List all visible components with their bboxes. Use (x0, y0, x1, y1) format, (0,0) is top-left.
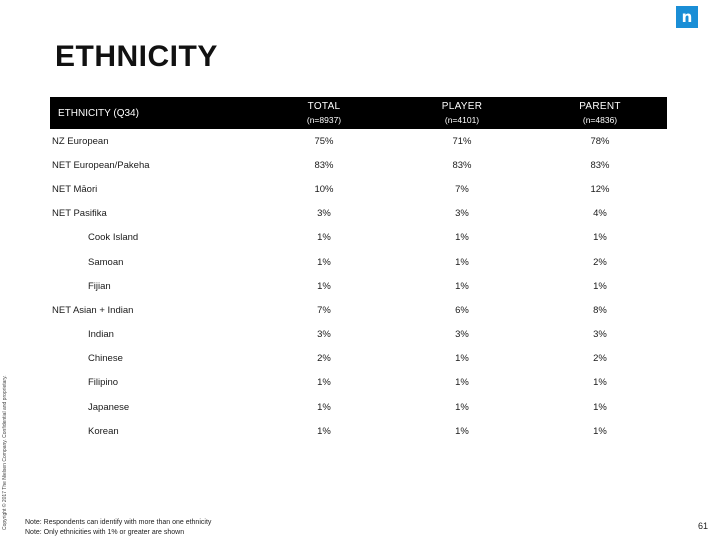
table-row (50, 250, 667, 274)
player-value: 1% (455, 256, 469, 268)
total-value: 83% (314, 159, 334, 171)
row-label: Fijian (88, 280, 111, 292)
header-player (391, 97, 533, 129)
player-value: 3% (455, 208, 469, 220)
row-label: Cook Island (88, 232, 139, 244)
total-value: 3% (317, 329, 331, 341)
parent-value: 4% (593, 208, 607, 220)
parent-value: 83% (590, 159, 610, 171)
header-total (257, 97, 391, 129)
parent-value: 12% (590, 183, 610, 195)
page-title: ETHNICITY (55, 40, 218, 73)
player-value: 83% (452, 159, 472, 171)
column-sample-size: (n=8937) (306, 115, 342, 125)
table-row (50, 323, 667, 347)
footnotes (25, 518, 211, 538)
table-header-row (50, 97, 667, 129)
total-value: 10% (314, 183, 334, 195)
parent-value: 1% (593, 232, 607, 244)
parent-value: 2% (593, 256, 607, 268)
player-value: 7% (455, 183, 469, 195)
table-row (50, 298, 667, 322)
table-row (50, 226, 667, 250)
parent-value: 2% (593, 353, 607, 365)
parent-value: 78% (590, 135, 610, 147)
total-value: 2% (317, 353, 331, 365)
player-value: 1% (455, 401, 469, 413)
ethnicity-table (50, 97, 667, 443)
parent-value: 1% (593, 425, 607, 437)
player-value: 1% (455, 280, 469, 292)
table-row (50, 395, 667, 419)
player-value: 1% (455, 353, 469, 365)
total-value: 75% (314, 135, 334, 147)
column-name: PARENT (579, 101, 621, 112)
player-value: 6% (455, 304, 469, 316)
parent-value: 3% (593, 329, 607, 341)
row-label: Chinese (88, 353, 123, 365)
row-label: Japanese (88, 401, 130, 413)
copyright-notice: Copyright © 2017 The Nielsen Company. Confidential and proprietary. (2, 375, 8, 530)
total-value: 1% (317, 256, 331, 268)
table-row (50, 153, 667, 177)
table-row (50, 202, 667, 226)
column-sample-size: (n=4101) (444, 115, 480, 125)
total-value: 1% (317, 280, 331, 292)
column-name: PLAYER (441, 101, 483, 112)
parent-value: 8% (593, 304, 607, 316)
table-row (50, 177, 667, 201)
row-label: Indian (88, 329, 114, 341)
player-value: 71% (452, 135, 472, 147)
player-value: 3% (455, 329, 469, 341)
total-value: 1% (317, 377, 331, 389)
table-row (50, 129, 667, 153)
total-value: 1% (317, 401, 331, 413)
parent-value: 1% (593, 280, 607, 292)
table-body (50, 129, 667, 443)
header-label: ETHNICITY (Q34) (58, 107, 139, 119)
footnote: Note: Only ethnicities with 1% or greater are shown (25, 529, 185, 536)
row-label: Korean (88, 425, 119, 437)
parent-value: 1% (593, 401, 607, 413)
page-number: 61 (698, 521, 709, 531)
parent-value: 1% (593, 377, 607, 389)
total-value: 1% (317, 232, 331, 244)
row-label: NET Asian + Indian (52, 304, 134, 316)
total-value: 1% (317, 425, 331, 437)
row-label: NET European/Pakeha (52, 159, 150, 171)
player-value: 1% (455, 425, 469, 437)
header-parent (533, 97, 667, 129)
column-sample-size: (n=4836) (582, 115, 618, 125)
column-name: TOTAL (307, 101, 341, 112)
row-label: NZ European (52, 135, 109, 147)
row-label: Filipino (88, 377, 119, 389)
table-row (50, 274, 667, 298)
row-label: NET Pasifika (52, 208, 107, 220)
row-label: Samoan (88, 256, 124, 268)
total-value: 7% (317, 304, 331, 316)
table-row (50, 371, 667, 395)
footnote: Note: Respondents can identify with more than one ethnicity (25, 519, 212, 526)
nielsen-logo: n (676, 6, 698, 28)
player-value: 1% (455, 232, 469, 244)
total-value: 3% (317, 208, 331, 220)
row-label: NET Māori (52, 183, 98, 195)
table-row (50, 347, 667, 371)
player-value: 1% (455, 377, 469, 389)
table-row (50, 419, 667, 443)
